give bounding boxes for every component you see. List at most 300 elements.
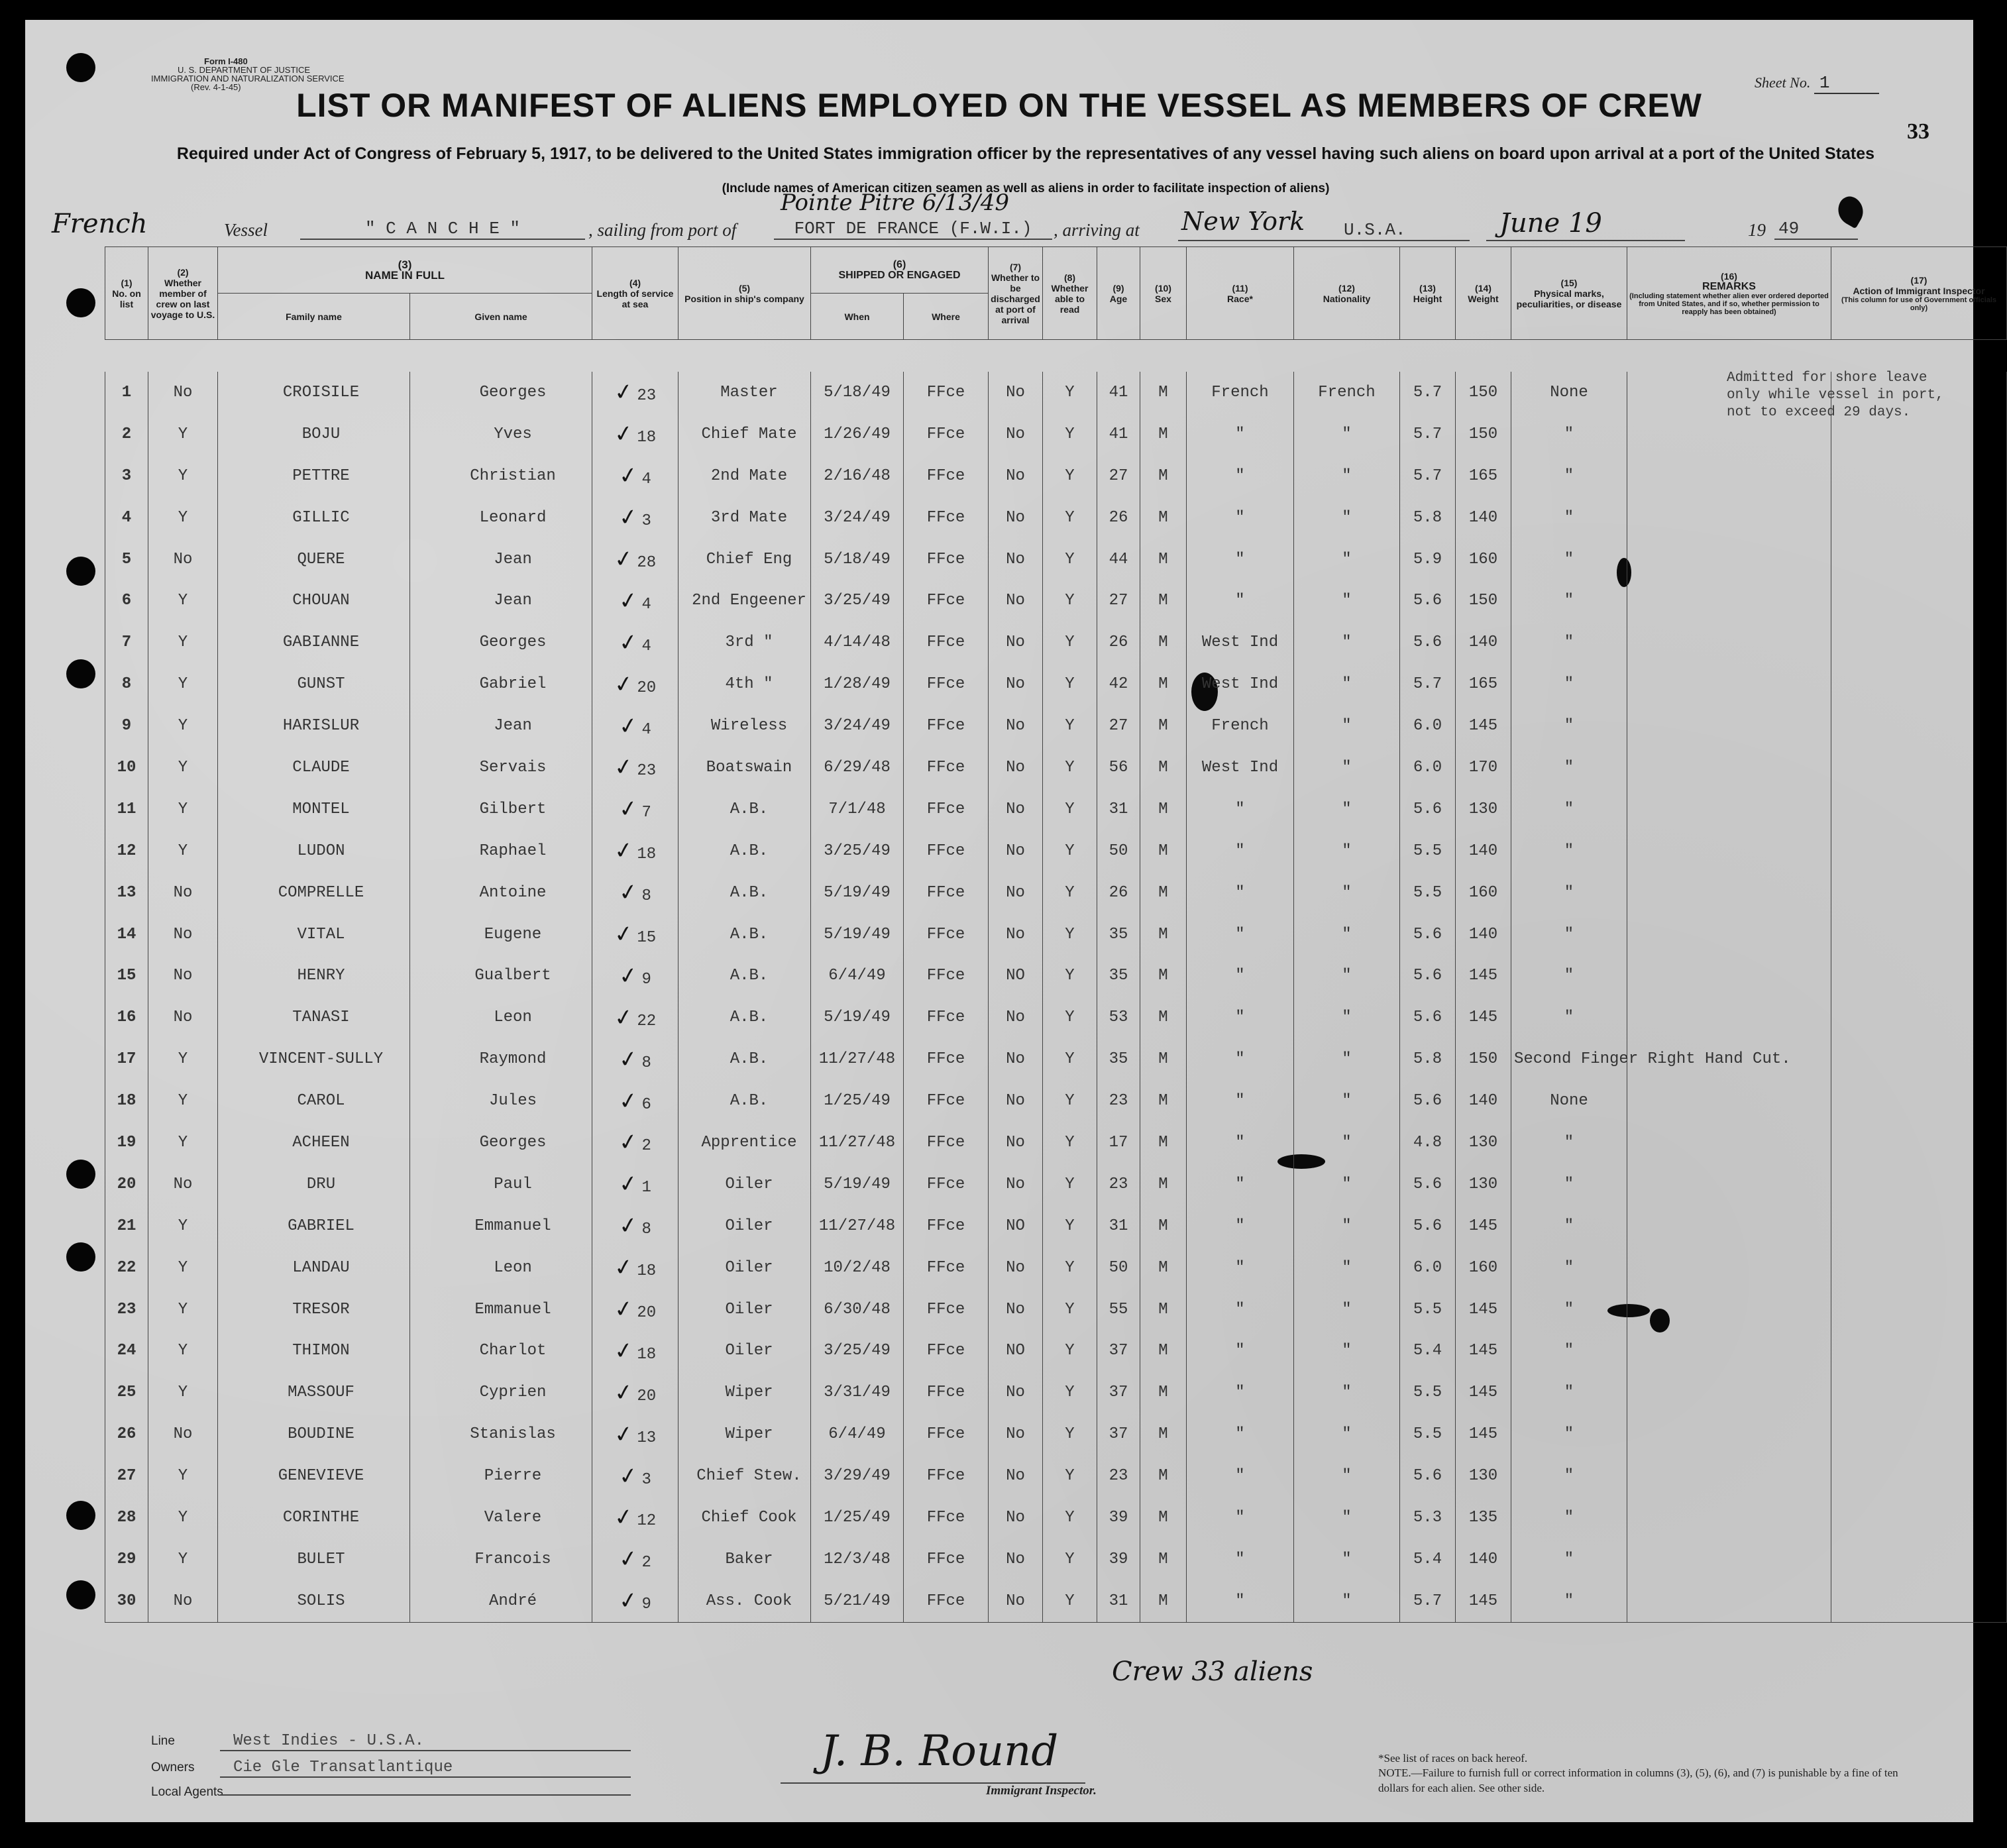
last-voyage-cell-value: Y (178, 592, 188, 610)
position-cell (678, 663, 811, 705)
able-to-read-cell (1043, 1455, 1097, 1497)
position-cell-value: 3rd " (725, 633, 773, 652)
position-cell-value: Wireless (710, 717, 788, 735)
weight-cell-value: 160 (1468, 883, 1498, 902)
nationality-cell-value: " (1342, 1384, 1352, 1402)
able-to-read-cell (1043, 1580, 1097, 1622)
check-mark-icon: ✓ (617, 961, 640, 991)
nationality-cell (1294, 1122, 1400, 1164)
service-length-cell (592, 1580, 678, 1622)
discharged-cell (989, 1080, 1043, 1122)
family-name-cell (218, 705, 410, 747)
service-length-cell (592, 872, 678, 914)
weight-cell (1456, 1413, 1511, 1455)
service-length-cell (592, 1038, 678, 1080)
race-cell (1187, 1038, 1294, 1080)
given-name-cell-value: Georges (479, 1133, 547, 1152)
service-length-cell-value: 18 (637, 429, 657, 447)
sex-cell-value: M (1158, 675, 1168, 694)
inspector-action-cell (1831, 1122, 2007, 1164)
able-to-read-cell (1043, 539, 1097, 580)
crew-row (105, 830, 2007, 872)
shipped-when-cell (811, 663, 904, 705)
physical-marks-cell (1511, 622, 1627, 663)
weight-cell-value: 145 (1468, 1425, 1498, 1444)
last-voyage-cell (148, 747, 218, 788)
row-number (105, 372, 148, 413)
able-to-read-cell (1043, 1539, 1097, 1580)
crew-row (105, 914, 2007, 955)
shipped-when-cell-value: 5/19/49 (824, 883, 891, 902)
remarks-cell (1627, 1330, 1831, 1372)
last-voyage-cell (148, 1038, 218, 1080)
family-name-cell-value: VINCENT-SULLY (258, 1050, 384, 1069)
given-name-cell-value: Raphael (479, 842, 547, 860)
nationality-cell-value: " (1342, 1133, 1352, 1152)
inspector-action-cell (1831, 1372, 2007, 1413)
weight-cell-value: 160 (1468, 1258, 1498, 1277)
last-voyage-cell (148, 372, 218, 413)
shipped-where-cell (904, 622, 989, 663)
height-cell-value: 5.5 (1413, 1425, 1442, 1444)
able-to-read-cell (1043, 705, 1097, 747)
service-length-cell-value: 7 (641, 804, 651, 822)
last-voyage-cell-value: Y (178, 1384, 188, 1402)
nationality-cell-value: " (1342, 1592, 1352, 1610)
remarks-cell (1627, 1580, 1831, 1622)
physical-marks-cell (1511, 1497, 1627, 1539)
position-cell-value: Oiler (725, 1300, 773, 1319)
nationality-cell-value: " (1342, 883, 1352, 902)
race-cell-value: West Ind (1201, 675, 1279, 694)
family-name-cell (218, 663, 410, 705)
remarks-cell (1627, 1122, 1831, 1164)
age-cell-value: 35 (1109, 925, 1128, 944)
nationality-cell-value: " (1342, 1008, 1352, 1027)
remarks-cell (1627, 1247, 1831, 1289)
position-cell-value: A.B. (730, 1050, 769, 1069)
inspector-action-cell (1831, 1413, 2007, 1455)
discharged-cell-value: No (1006, 1425, 1025, 1444)
row-number-value: 7 (121, 633, 132, 652)
position-cell (678, 413, 811, 455)
check-mark-icon: ✓ (612, 669, 635, 699)
header-marks: (15) Physical marks, peculiarities, or disease (1511, 247, 1627, 340)
weight-cell (1456, 1330, 1511, 1372)
position-cell-value: Chief Stew. (696, 1467, 802, 1486)
discharged-cell-value: No (1006, 1550, 1025, 1568)
given-name-cell-value: André (488, 1592, 537, 1610)
position-cell (678, 788, 811, 830)
family-name-cell (218, 497, 410, 539)
given-name-cell (410, 1330, 592, 1372)
remarks-cell (1627, 955, 1831, 997)
shipped-where-cell-value: FFce (926, 883, 965, 902)
row-number (105, 872, 148, 914)
race-cell (1187, 1205, 1294, 1247)
physical-marks-cell-value: " (1564, 883, 1574, 902)
race-cell-value: " (1235, 466, 1245, 485)
discharged-cell-value: No (1006, 550, 1025, 569)
row-number-value: 5 (121, 550, 132, 569)
height-cell (1400, 1455, 1456, 1497)
nationality-cell (1294, 997, 1400, 1038)
race-cell (1187, 497, 1294, 539)
given-name-cell (410, 497, 592, 539)
shipped-when-cell-value: 11/27/48 (818, 1050, 896, 1069)
position-cell (678, 914, 811, 955)
physical-marks-cell-value: " (1564, 1384, 1574, 1402)
height-cell (1400, 1497, 1456, 1539)
height-cell-value: 5.4 (1413, 1342, 1442, 1360)
age-cell (1097, 1539, 1140, 1580)
check-mark-icon: ✓ (617, 878, 640, 907)
family-name-cell-value: CROISILE (282, 383, 360, 402)
sex-cell (1140, 747, 1187, 788)
header-service: (4) Length of service at sea (592, 247, 678, 340)
shipped-where-cell (904, 663, 989, 705)
check-mark-icon: ✓ (617, 627, 640, 657)
row-number-value: 25 (117, 1384, 136, 1402)
height-cell-value: 5.6 (1413, 800, 1442, 818)
row-number (105, 1122, 148, 1164)
row-number-value: 22 (117, 1258, 136, 1277)
shipped-when-cell-value: 3/25/49 (824, 1342, 891, 1360)
age-cell (1097, 1372, 1140, 1413)
weight-cell-value: 145 (1468, 1592, 1498, 1610)
row-number-value: 24 (117, 1342, 136, 1360)
shipped-where-cell (904, 1122, 989, 1164)
physical-marks-cell-value: " (1564, 1467, 1574, 1486)
discharged-cell-value: No (1006, 466, 1025, 485)
shipped-when-cell-value: 6/4/49 (828, 967, 886, 985)
height-cell (1400, 1289, 1456, 1331)
family-name-cell-value: TANASI (292, 1008, 350, 1027)
height-cell-value: 5.6 (1413, 633, 1442, 652)
height-cell (1400, 1413, 1456, 1455)
last-voyage-cell-value: Y (178, 1217, 188, 1235)
race-cell (1187, 1080, 1294, 1122)
punch-hole (66, 1501, 95, 1530)
physical-marks-cell-value: " (1564, 1008, 1574, 1027)
weight-cell-value: 160 (1468, 550, 1498, 569)
race-cell-value: " (1235, 550, 1245, 569)
inspector-action-cell (1831, 1289, 2007, 1331)
height-cell (1400, 497, 1456, 539)
physical-marks-cell-value: " (1564, 1258, 1574, 1277)
sex-cell-value: M (1158, 800, 1168, 818)
nationality-cell (1294, 1372, 1400, 1413)
race-cell-value: French (1211, 383, 1269, 402)
shipped-where-cell-value: FFce (926, 1258, 965, 1277)
able-to-read-cell (1043, 914, 1097, 955)
given-name-cell (410, 539, 592, 580)
age-cell (1097, 663, 1140, 705)
arriving-port-handwritten: New York (1181, 207, 1305, 236)
last-voyage-cell (148, 1497, 218, 1539)
height-cell (1400, 1164, 1456, 1205)
height-cell-value: 5.6 (1413, 1217, 1442, 1235)
sex-cell (1140, 1330, 1187, 1372)
footer (25, 1690, 1973, 1822)
discharged-cell (989, 1413, 1043, 1455)
shipped-when-cell-value: 7/1/48 (828, 800, 886, 818)
header-last-voyage: (2) Whether member of crew on last voyage to U.S. (148, 247, 218, 340)
nationality-cell-value: " (1342, 1217, 1352, 1235)
last-voyage-cell-value: Y (178, 1092, 188, 1111)
weight-cell (1456, 1455, 1511, 1497)
shipped-where-cell-value: FFce (926, 508, 965, 527)
able-to-read-cell-value: Y (1065, 1300, 1075, 1319)
shipped-when-cell (811, 872, 904, 914)
age-cell-value: 31 (1109, 1217, 1128, 1235)
last-voyage-cell (148, 955, 218, 997)
header-row (105, 247, 2007, 294)
nationality-cell (1294, 955, 1400, 997)
age-cell (1097, 997, 1140, 1038)
weight-cell (1456, 830, 1511, 872)
service-length-cell (592, 1122, 678, 1164)
inspector-action-cell (1831, 830, 2007, 872)
last-voyage-cell-value: Y (178, 717, 188, 735)
race-cell-value: " (1235, 967, 1245, 985)
sex-cell (1140, 1413, 1187, 1455)
sex-cell-value: M (1158, 1342, 1168, 1360)
last-voyage-cell (148, 1539, 218, 1580)
form-revision: (Rev. 4-1-45) (191, 82, 241, 92)
service-length-cell (592, 1413, 678, 1455)
height-cell (1400, 1038, 1456, 1080)
header-remarks: (16) REMARKS (Including statement whether alien ever ordered deported from United States, and if so, whether permission to reapply has been obtained) (1627, 247, 1831, 340)
discharged-cell (989, 1497, 1043, 1539)
shipped-where-cell-value: FFce (926, 1008, 965, 1027)
sex-cell (1140, 788, 1187, 830)
able-to-read-cell (1043, 413, 1097, 455)
given-name-cell-value: Leonard (479, 508, 547, 527)
race-cell-value: West Ind (1201, 758, 1279, 777)
shipped-where-cell-value: FFce (926, 1467, 965, 1486)
last-voyage-cell (148, 413, 218, 455)
age-cell (1097, 1497, 1140, 1539)
age-cell (1097, 622, 1140, 663)
shipped-when-cell (811, 830, 904, 872)
remarks-cell (1627, 1164, 1831, 1205)
check-mark-icon: ✓ (617, 1545, 640, 1574)
position-cell (678, 622, 811, 663)
inspector-action-cell (1831, 955, 2007, 997)
shipped-where-cell-value: FFce (926, 425, 965, 443)
given-name-cell (410, 413, 592, 455)
shipped-when-cell-value: 3/24/49 (824, 717, 891, 735)
physical-marks-cell (1511, 413, 1627, 455)
position-cell (678, 1539, 811, 1580)
nationality-cell (1294, 1497, 1400, 1539)
last-voyage-cell-value: No (173, 383, 193, 402)
age-cell-value: 23 (1109, 1467, 1128, 1486)
height-cell (1400, 872, 1456, 914)
sex-cell-value: M (1158, 1592, 1168, 1610)
physical-marks-cell-value: " (1564, 1425, 1574, 1444)
height-cell-value: 5.6 (1413, 1008, 1442, 1027)
nationality-cell-value: " (1342, 466, 1352, 485)
race-cell (1187, 1122, 1294, 1164)
weight-cell (1456, 1247, 1511, 1289)
last-voyage-cell (148, 1122, 218, 1164)
service-length-cell (592, 914, 678, 955)
sex-cell-value: M (1158, 633, 1168, 652)
nationality-cell-value: " (1342, 675, 1352, 694)
discharged-cell-value: No (1006, 800, 1025, 818)
owners-label: Owners (151, 1761, 195, 1774)
shipped-where-cell-value: FFce (926, 466, 965, 485)
discharged-cell (989, 1289, 1043, 1331)
check-mark-icon: ✓ (617, 1211, 640, 1241)
family-name-cell-value: BULET (297, 1550, 345, 1568)
service-length-cell (592, 788, 678, 830)
weight-cell-value: 150 (1468, 383, 1498, 402)
sex-cell-value: M (1158, 1175, 1168, 1193)
race-cell (1187, 872, 1294, 914)
service-length-cell (592, 413, 678, 455)
shipped-where-cell (904, 372, 989, 413)
weight-cell (1456, 1372, 1511, 1413)
able-to-read-cell-value: Y (1065, 883, 1075, 902)
last-voyage-cell (148, 1289, 218, 1331)
discharged-cell-value: No (1006, 758, 1025, 777)
nationality-cell-value: " (1342, 1425, 1352, 1444)
nationality-cell (1294, 1289, 1400, 1331)
header-given-name: Given name (410, 294, 592, 340)
family-name-cell (218, 872, 410, 914)
line-value: West Indies - U.S.A. (220, 1732, 631, 1751)
row-number-value: 23 (117, 1300, 136, 1319)
shipped-when-cell-value: 11/27/48 (818, 1133, 896, 1152)
owners-value: Cie Gle Transatlantique (220, 1759, 631, 1778)
discharged-cell (989, 1164, 1043, 1205)
check-mark-icon: ✓ (617, 503, 640, 532)
height-cell (1400, 663, 1456, 705)
race-cell-value: French (1211, 717, 1269, 735)
service-length-cell (592, 455, 678, 497)
row-number-value: 6 (121, 592, 132, 610)
physical-marks-cell (1511, 580, 1627, 622)
position-cell (678, 580, 811, 622)
height-cell (1400, 1205, 1456, 1247)
service-length-cell-value: 2 (641, 1554, 651, 1572)
able-to-read-cell (1043, 372, 1097, 413)
weight-cell (1456, 455, 1511, 497)
sex-cell (1140, 1372, 1187, 1413)
row-number (105, 705, 148, 747)
race-cell (1187, 705, 1294, 747)
last-voyage-cell (148, 580, 218, 622)
physical-marks-cell-value: " (1564, 550, 1574, 569)
service-length-cell-value: 20 (637, 1304, 657, 1323)
position-cell-value: A.B. (730, 842, 769, 860)
shipped-when-cell (811, 497, 904, 539)
nationality-cell (1294, 1580, 1400, 1622)
row-number-value: 13 (117, 883, 136, 902)
weight-cell-value: 140 (1468, 1550, 1498, 1568)
shipped-where-cell (904, 413, 989, 455)
sex-cell-value: M (1158, 967, 1168, 985)
crew-row (105, 580, 2007, 622)
crew-row (105, 705, 2007, 747)
age-cell (1097, 1122, 1140, 1164)
family-name-cell (218, 1080, 410, 1122)
crew-row (105, 1164, 2007, 1205)
physical-marks-cell (1511, 1539, 1627, 1580)
weight-cell-value: 165 (1468, 675, 1498, 694)
race-cell-value: " (1235, 1217, 1245, 1235)
row-number (105, 663, 148, 705)
sex-cell (1140, 497, 1187, 539)
position-cell-value: Ass. Cook (706, 1592, 792, 1610)
discharged-cell (989, 663, 1043, 705)
family-name-cell-value: GENEVIEVE (278, 1467, 364, 1486)
last-voyage-cell (148, 830, 218, 872)
position-cell (678, 705, 811, 747)
given-name-cell (410, 872, 592, 914)
shipped-when-cell-value: 12/3/48 (824, 1550, 891, 1568)
sex-cell (1140, 1455, 1187, 1497)
physical-marks-cell (1511, 914, 1627, 955)
race-cell (1187, 372, 1294, 413)
nationality-cell-value: French (1318, 383, 1376, 402)
nationality-cell-value: " (1342, 842, 1352, 860)
race-cell (1187, 747, 1294, 788)
weight-cell-value: 145 (1468, 717, 1498, 735)
shipped-where-cell (904, 1413, 989, 1455)
discharged-cell (989, 1205, 1043, 1247)
able-to-read-cell-value: Y (1065, 925, 1075, 944)
height-cell (1400, 747, 1456, 788)
discharged-cell-value: No (1006, 592, 1025, 610)
last-voyage-cell (148, 1330, 218, 1372)
physical-marks-cell-value: " (1564, 842, 1574, 860)
crew-row (105, 622, 2007, 663)
position-cell (678, 1080, 811, 1122)
sex-cell (1140, 1164, 1187, 1205)
check-mark-icon: ✓ (612, 836, 635, 866)
able-to-read-cell (1043, 747, 1097, 788)
position-cell-value: A.B. (730, 800, 769, 818)
race-cell (1187, 539, 1294, 580)
last-voyage-cell-value: No (173, 1592, 193, 1610)
discharged-cell (989, 580, 1043, 622)
crew-total-handwritten: Crew 33 aliens (1112, 1657, 1313, 1687)
shipped-where-cell (904, 955, 989, 997)
height-cell-value: 5.5 (1413, 842, 1442, 860)
weight-cell-value: 130 (1468, 1175, 1498, 1193)
remarks-cell (1627, 1205, 1831, 1247)
shipped-when-cell-value: 6/29/48 (824, 758, 891, 777)
manifest-sheet (25, 20, 1997, 1822)
row-number (105, 747, 148, 788)
position-cell (678, 1205, 811, 1247)
height-cell (1400, 1580, 1456, 1622)
physical-marks-cell (1511, 788, 1627, 830)
position-cell-value: 2nd Mate (710, 466, 788, 485)
service-length-cell (592, 1164, 678, 1205)
race-cell-value: " (1235, 1175, 1245, 1193)
weight-cell (1456, 1580, 1511, 1622)
position-cell (678, 1330, 811, 1372)
crew-row (105, 497, 2007, 539)
shipped-where-cell (904, 1205, 989, 1247)
service-length-cell (592, 1247, 678, 1289)
shipped-when-cell-value: 6/30/48 (824, 1300, 891, 1319)
